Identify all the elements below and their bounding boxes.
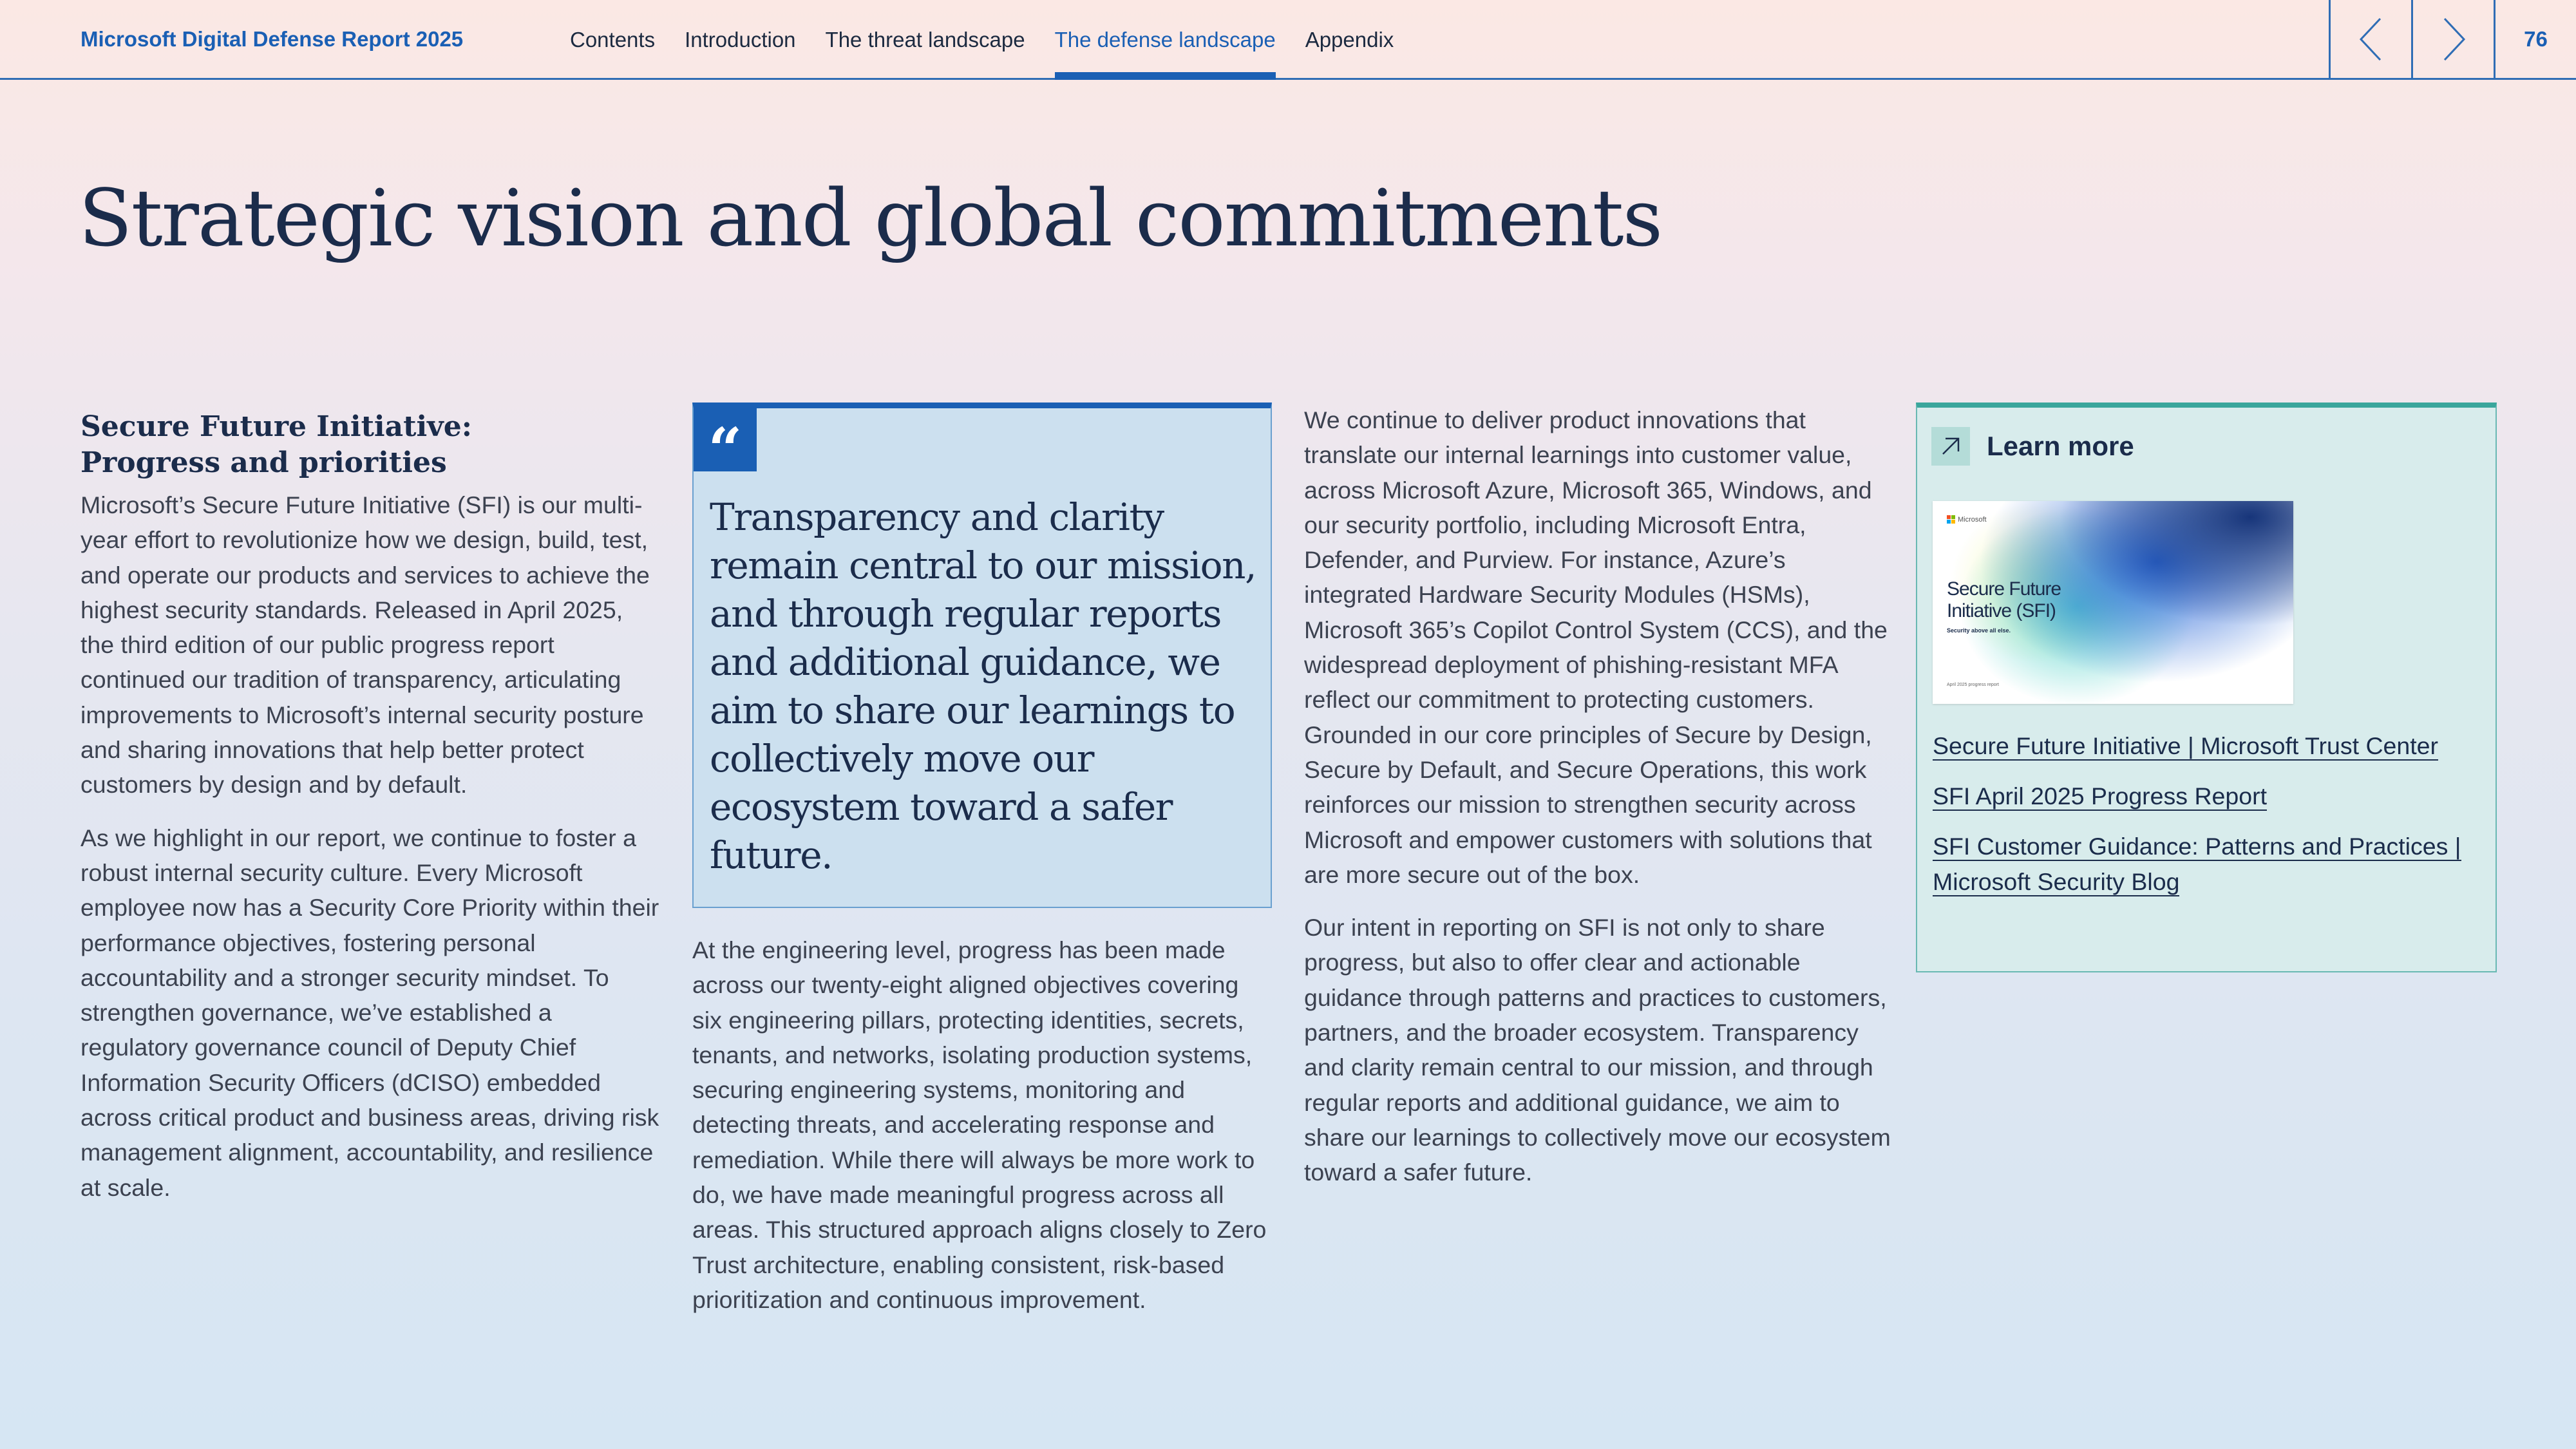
nav-introduction[interactable]: Introduction xyxy=(685,28,796,52)
section-heading-line2: Progress and priorities xyxy=(80,446,447,479)
learn-more-panel xyxy=(1916,402,2497,972)
arrow-up-right-icon xyxy=(1931,427,1970,466)
section-heading-line1: Secure Future Initiative: xyxy=(80,410,472,443)
body-paragraph: We continue to deliver product innovations that translate our internal learnings into customer value, across Microsoft Azure, Microsoft 365, Windows, and our security portfolio, including Microsoft Entra, Defender, and Purview. For instance, Azure’s integrated Hardware Security Modules (HSMs), Microsoft 365’s Copilot Control System (CCS), and the widespread deployment of phishing-resistant MFA reflect our commitment to protecting customers. Grounded in our core principles of Secure by Design, Secure by Default, and Secure Operations, this work reinforces our mission to strengthen security across Microsoft and empower customers with solutions that are more secure out of the box. xyxy=(1304,406,1888,888)
chevron-left-icon xyxy=(2358,17,2384,62)
nav-threat-landscape[interactable]: The threat landscape xyxy=(825,28,1025,52)
thumbnail-footer: April 2025 progress report xyxy=(1947,683,1999,687)
previous-page-button[interactable] xyxy=(2329,0,2411,78)
thumbnail-subtitle: Security above all else. xyxy=(1947,627,2011,634)
report-brand-title[interactable]: Microsoft Digital Defense Report 2025 xyxy=(80,27,464,51)
body-paragraph: As we highlight in our report, we continue to foster a robust internal security culture. Every Microsoft employee now has a Security Core Priority within their performance objectives, fostering personal accountability and a stronger security mindset. To strengthen governance, we’ve established a regulatory governance council of Deputy Chief Information Security Officers (dCISO) embedded across critical product and business areas, driving risk management alignment, accountability, and resilience at scale. xyxy=(80,824,659,1201)
body-paragraph: At the engineering level, progress has been made across our twenty-eight aligned objectives covering six engineering pillars, protecting identities, secrets, tenants, and networks, isolating production systems, securing engineering systems, monitoring and detecting threats, and accelerating response and remediation. While there will always be more work to do, we have made meaningful progress across all areas. This structured approach aligns closely to Zero Trust architecture, enabling consistent, risk-based prioritization and continuous improvement. xyxy=(692,936,1267,1313)
page-number-box xyxy=(2494,0,2576,78)
microsoft-logo-text: Microsoft xyxy=(1958,515,1987,524)
link-sfi-trust-center[interactable] xyxy=(1933,728,2486,764)
top-navigation-bar xyxy=(0,0,2576,80)
pull-quote-text: Transparency and clarity remain central to our mission, and through regular reports and additional guidance, we aim to share our learnings to collectively move our ecosystem toward a safer future. xyxy=(710,495,1256,877)
column-learn-more xyxy=(1916,402,2497,972)
nav-appendix[interactable]: Appendix xyxy=(1305,28,1394,52)
quote-mark-icon: “ xyxy=(694,408,757,471)
nav-defense-landscape[interactable]: The defense landscape xyxy=(1055,0,1276,78)
page-title: Strategic vision and global commitments xyxy=(79,173,1662,264)
link-text: SFI Customer Guidance: Patterns and Practices | Microsoft Security Blog xyxy=(1933,833,2461,895)
microsoft-logo-icon xyxy=(1947,515,1955,524)
chevron-right-icon xyxy=(2441,17,2467,62)
learn-more-title: Learn more xyxy=(1987,431,2134,461)
next-page-button[interactable] xyxy=(2411,0,2494,78)
body-paragraph: Our intent in reporting on SFI is not only to share progress, but also to offer clear and actionable guidance through patterns and practices to customers, partners, and the broader ecosystem. Transparency and clarity remain central to our mission, and through regular reports and additional guidance, we aim to share our learnings to collectively move our ecosystem toward a safer future. xyxy=(1304,914,1891,1186)
microsoft-logo xyxy=(1947,515,1987,524)
section-heading xyxy=(80,409,660,481)
link-text: Secure Future Initiative | Microsoft Trust Center xyxy=(1933,732,2439,759)
pull-quote-box xyxy=(692,402,1272,908)
link-sfi-customer-guidance[interactable] xyxy=(1933,829,2486,900)
page-number: 76 xyxy=(2524,26,2548,51)
link-text: SFI April 2025 Progress Report xyxy=(1933,782,2267,810)
column-sfi-intro xyxy=(80,402,660,1223)
thumbnail-title: Secure Future Initiative (SFI) xyxy=(1947,578,2061,621)
link-sfi-progress-report[interactable] xyxy=(1933,779,2486,814)
body-paragraph: Microsoft’s Secure Future Initiative (SFI) is our multi-year effort to revolutionize how we design, build, test, and operate our products and services to achieve the highest security standards. Released in April 2025, the third edition of our public progress report continued our tradition of transparency, articulating improvements to Microsoft’s internal security posture and sharing innovations that help better protect customers by design and by default. xyxy=(80,491,650,799)
column-quote xyxy=(692,402,1272,1335)
column-product-innovations xyxy=(1304,402,1897,1208)
learn-more-links xyxy=(1933,728,2486,914)
learn-more-header xyxy=(1931,427,2134,466)
sfi-report-thumbnail[interactable] xyxy=(1933,501,2293,704)
nav-contents[interactable]: Contents xyxy=(570,28,656,52)
section-nav xyxy=(570,0,1423,78)
